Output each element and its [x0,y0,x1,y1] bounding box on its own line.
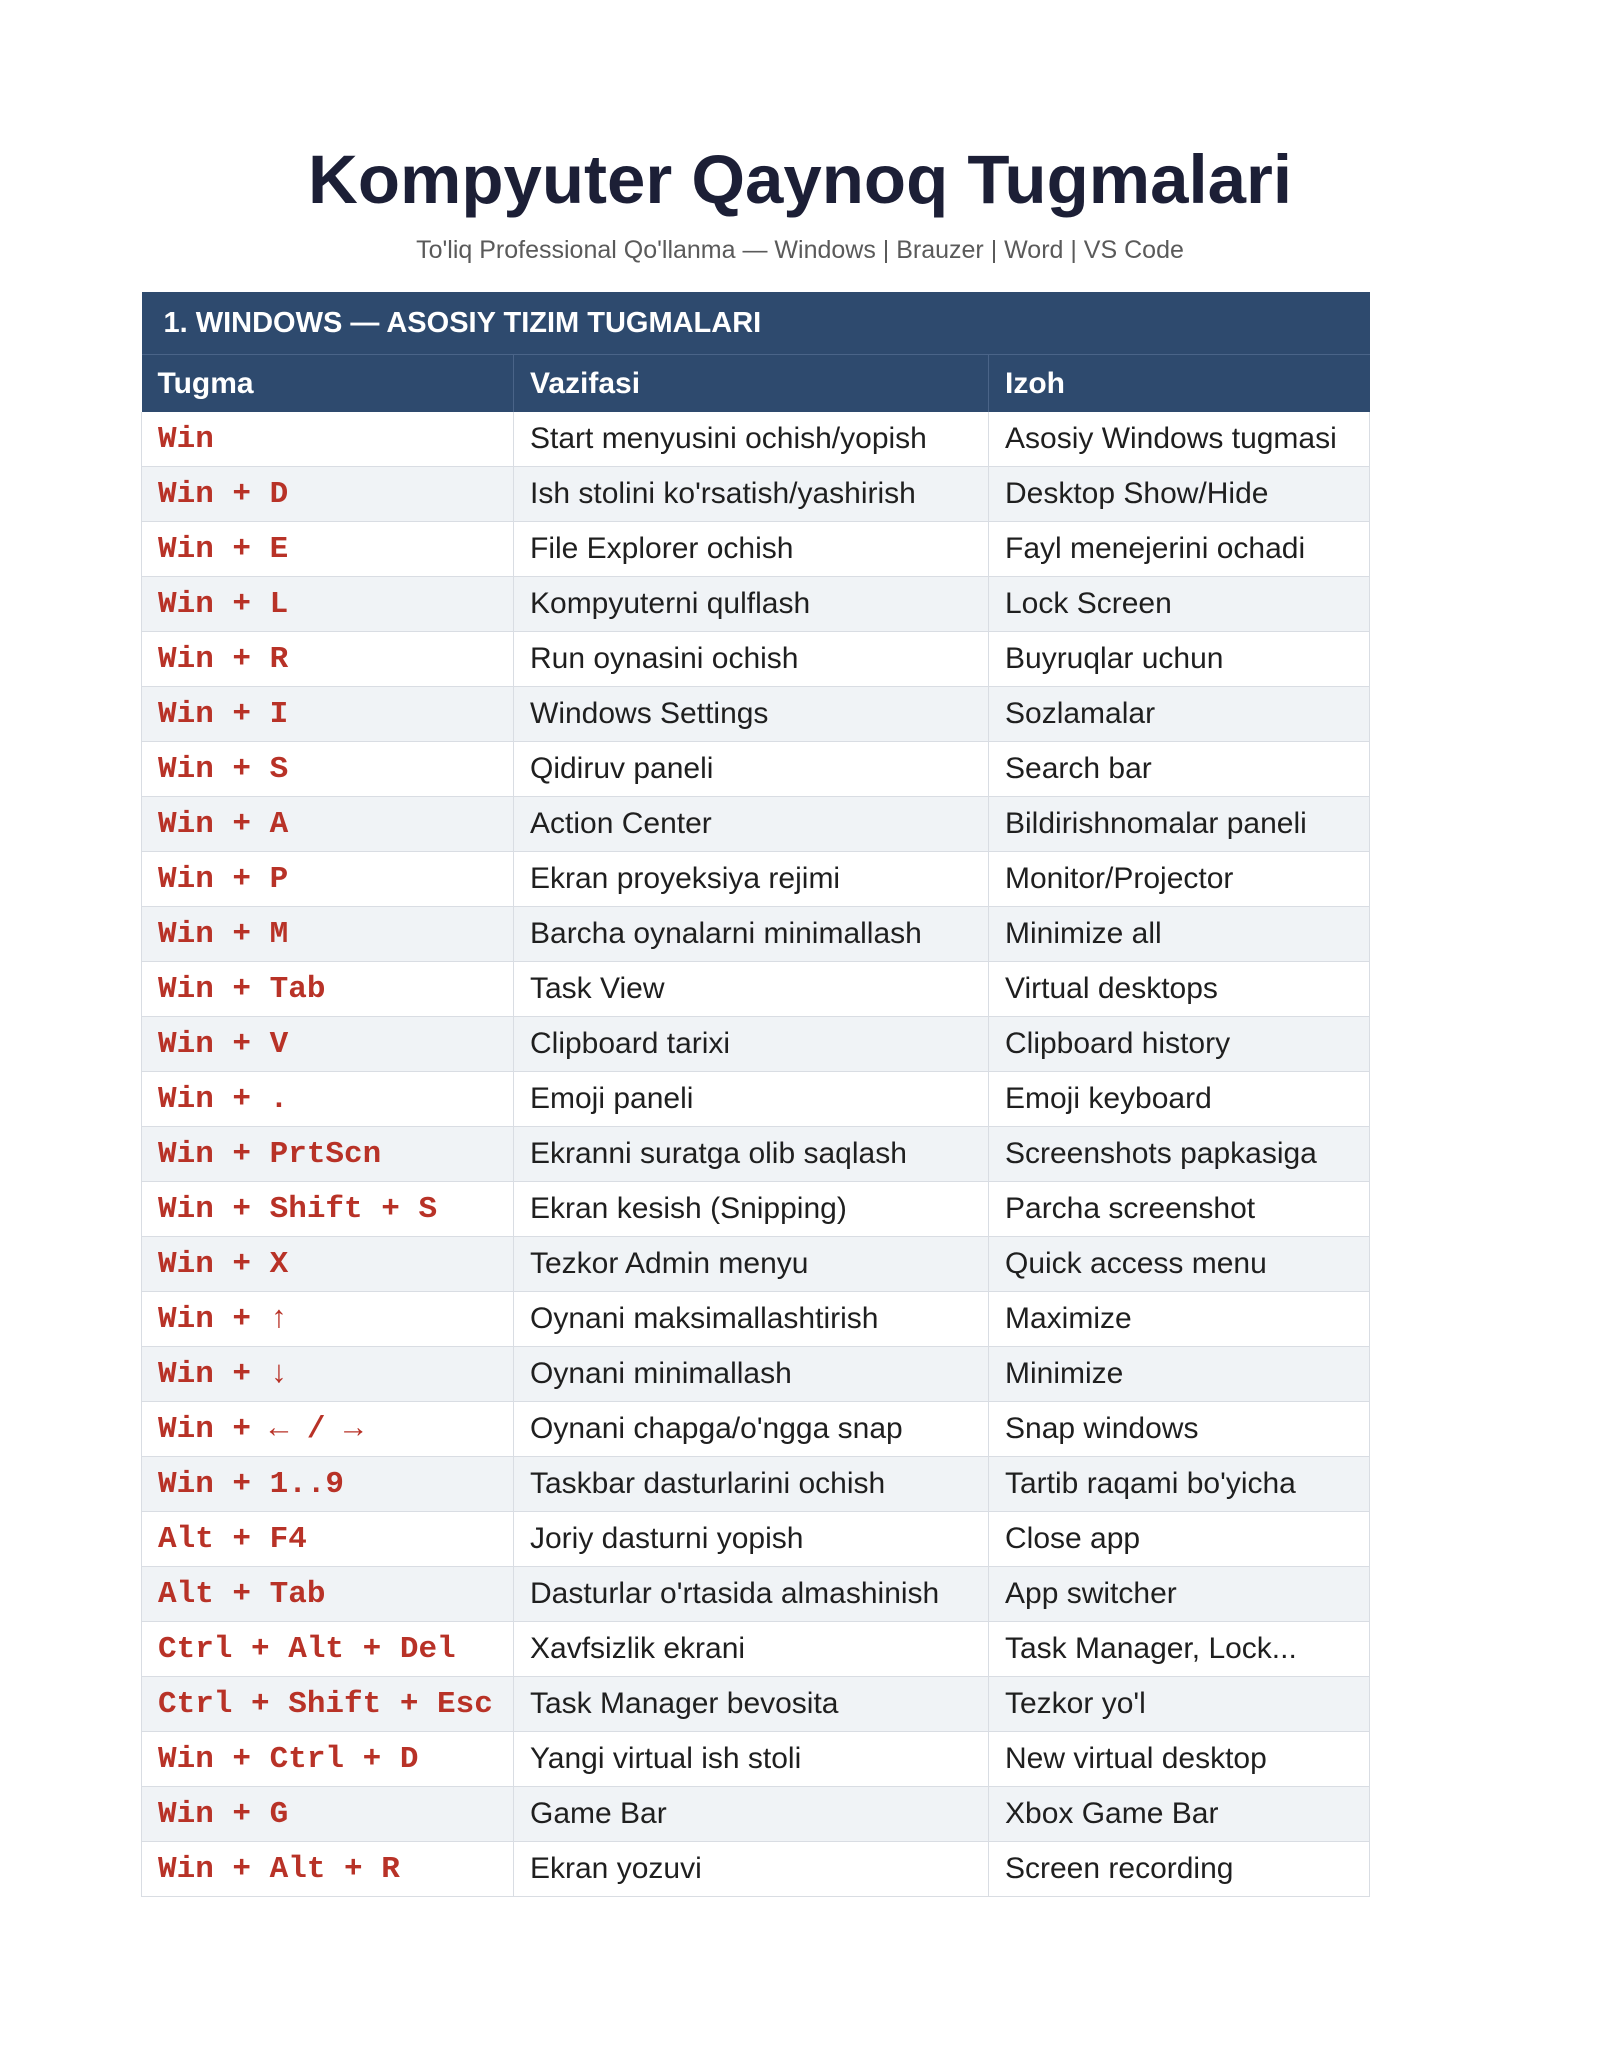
shortcut-note: Snap windows [989,1402,1370,1457]
table-row [142,577,1370,632]
shortcut-key: Win + Alt + R [142,1842,514,1897]
shortcut-note: Tartib raqami bo'yicha [989,1457,1370,1512]
shortcut-function: Joriy dasturni yopish [514,1512,989,1567]
shortcut-note: Emoji keyboard [989,1072,1370,1127]
shortcut-key: Win + PrtScn [142,1127,514,1182]
shortcut-function: Run oynasini ochish [514,632,989,687]
shortcut-key: Win + ↓ [142,1347,514,1402]
shortcut-note: Bildirishnomalar paneli [989,797,1370,852]
table-row [142,907,1370,962]
shortcut-function: Emoji paneli [514,1072,989,1127]
table-row [142,1567,1370,1622]
shortcut-function: Taskbar dasturlarini ochish [514,1457,989,1512]
shortcut-function: Ekran proyeksiya rejimi [514,852,989,907]
table-row [142,1292,1370,1347]
shortcut-key: Win + A [142,797,514,852]
shortcut-key: Win + ↑ [142,1292,514,1347]
shortcut-note: Asosiy Windows tugmasi [989,412,1370,467]
table-row [142,1237,1370,1292]
shortcut-note: Clipboard history [989,1017,1370,1072]
shortcut-function: Windows Settings [514,687,989,742]
table-row [142,1457,1370,1512]
table-row [142,1842,1370,1897]
shortcut-note: Monitor/Projector [989,852,1370,907]
shortcut-function: Task View [514,962,989,1017]
table-row [142,687,1370,742]
shortcut-function: Oynani maksimallashtirish [514,1292,989,1347]
table-row [142,852,1370,907]
shortcut-note: Task Manager, Lock... [989,1622,1370,1677]
shortcut-note: Tezkor yo'l [989,1677,1370,1732]
shortcut-function: Yangi virtual ish stoli [514,1732,989,1787]
shortcut-function: Ekran yozuvi [514,1842,989,1897]
table-row [142,412,1370,467]
table-row [142,1622,1370,1677]
shortcut-key: Ctrl + Alt + Del [142,1622,514,1677]
shortcut-key: Win + L [142,577,514,632]
shortcut-note: Screenshots papkasiga [989,1127,1370,1182]
shortcut-key: Win + R [142,632,514,687]
shortcut-note: Close app [989,1512,1370,1567]
shortcut-key: Alt + F4 [142,1512,514,1567]
shortcut-function: Action Center [514,797,989,852]
shortcut-function: Ekranni suratga olib saqlash [514,1127,989,1182]
table-row [142,1127,1370,1182]
shortcut-key: Win + Tab [142,962,514,1017]
table-row [142,1677,1370,1732]
table-row [142,1512,1370,1567]
shortcut-note: Buyruqlar uchun [989,632,1370,687]
section-title: 1. WINDOWS — ASOSIY TIZIM TUGMALARI [142,292,1370,355]
shortcut-note: Quick access menu [989,1237,1370,1292]
shortcut-key: Win + I [142,687,514,742]
shortcut-key: Win [142,412,514,467]
shortcut-function: Tezkor Admin menyu [514,1237,989,1292]
shortcut-note: Fayl menejerini ochadi [989,522,1370,577]
shortcut-function: Task Manager bevosita [514,1677,989,1732]
shortcut-key: Win + E [142,522,514,577]
shortcut-key: Win + M [142,907,514,962]
shortcuts-table [141,292,1370,1897]
column-header-key: Tugma [142,355,514,413]
shortcut-note: New virtual desktop [989,1732,1370,1787]
shortcut-key: Win + P [142,852,514,907]
table-row [142,632,1370,687]
table-row [142,467,1370,522]
shortcut-key: Win + D [142,467,514,522]
shortcut-function: File Explorer ochish [514,522,989,577]
column-header-note: Izoh [989,355,1370,413]
shortcut-key: Win + ← / → [142,1402,514,1457]
shortcut-function: Game Bar [514,1787,989,1842]
table-body [142,412,1370,1897]
shortcut-note: Lock Screen [989,577,1370,632]
shortcut-key: Win + V [142,1017,514,1072]
shortcut-function: Clipboard tarixi [514,1017,989,1072]
shortcut-key: Win + X [142,1237,514,1292]
table-row [142,1072,1370,1127]
table-row [142,1182,1370,1237]
shortcut-function: Xavfsizlik ekrani [514,1622,989,1677]
shortcut-function: Ekran kesish (Snipping) [514,1182,989,1237]
column-header-function: Vazifasi [514,355,989,413]
shortcut-note: Search bar [989,742,1370,797]
shortcut-note: Xbox Game Bar [989,1787,1370,1842]
shortcut-key: Win + 1..9 [142,1457,514,1512]
shortcut-key: Win + Ctrl + D [142,1732,514,1787]
shortcut-note: Desktop Show/Hide [989,467,1370,522]
shortcut-function: Qidiruv paneli [514,742,989,797]
shortcut-note: Virtual desktops [989,962,1370,1017]
table-row [142,962,1370,1017]
shortcut-note: Parcha screenshot [989,1182,1370,1237]
shortcut-key: Ctrl + Shift + Esc [142,1677,514,1732]
shortcut-key: Win + . [142,1072,514,1127]
shortcut-note: Minimize all [989,907,1370,962]
page-subtitle: To'liq Professional Qo'llanma — Windows | Brauzer | Word | VS Code [416,236,1184,264]
table-row [142,742,1370,797]
shortcut-function: Oynani minimallash [514,1347,989,1402]
shortcut-key: Win + G [142,1787,514,1842]
shortcut-function: Kompyuterni qulflash [514,577,989,632]
shortcut-function: Oynani chapga/o'ngga snap [514,1402,989,1457]
table-row [142,1017,1370,1072]
shortcut-note: Maximize [989,1292,1370,1347]
shortcut-note: Minimize [989,1347,1370,1402]
column-header-row [142,355,1370,413]
table-row [142,1347,1370,1402]
shortcut-note: Sozlamalar [989,687,1370,742]
shortcut-function: Barcha oynalarni minimallash [514,907,989,962]
shortcut-function: Dasturlar o'rtasida almashinish [514,1567,989,1622]
shortcut-key: Alt + Tab [142,1567,514,1622]
shortcut-note: Screen recording [989,1842,1370,1897]
section-header-row [142,292,1370,355]
page-title: Kompyuter Qaynoq Tugmalari [307,141,1293,218]
table-row [142,797,1370,852]
table-row [142,522,1370,577]
shortcut-key: Win + S [142,742,514,797]
table-row [142,1732,1370,1787]
shortcut-function: Ish stolini ko'rsatish/yashirish [514,467,989,522]
shortcut-key: Win + Shift + S [142,1182,514,1237]
shortcut-note: App switcher [989,1567,1370,1622]
table-row [142,1402,1370,1457]
shortcut-function: Start menyusini ochish/yopish [514,412,989,467]
table-row [142,1787,1370,1842]
